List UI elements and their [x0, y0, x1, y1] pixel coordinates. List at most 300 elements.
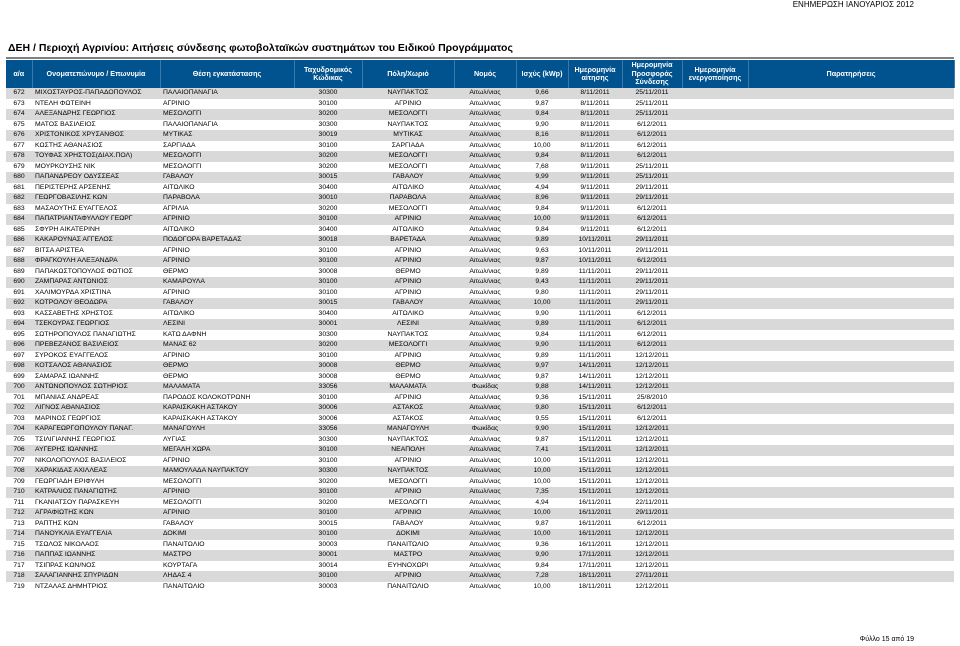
cell-remarks: [748, 330, 954, 341]
cell-name: ΠΑΠΑΝΔΡΕΟΥ ΟΔΥΣΣΕΑΣ: [32, 172, 160, 183]
cell-activation-date: [682, 519, 748, 530]
document-title: ΔΕΗ / Περιοχή Αγρινίου: Αιτήσεις σύνδεσης φωτοβολταϊκών συστημάτων του Ειδικού Προγράμματος: [8, 42, 513, 54]
cell-request-date: 15/11/2011: [568, 435, 622, 446]
cell-offer-date: 29/11/2011: [622, 235, 682, 246]
cell-power: 9,36: [516, 540, 568, 551]
cell-activation-date: [682, 435, 748, 446]
cell-offer-date: 29/11/2011: [622, 267, 682, 278]
cell-prefecture: Αιτωλ/νιας: [454, 361, 516, 372]
cell-name: ΠΕΡΙΣΤΕΡΗΣ ΑΡΣΕΝΗΣ: [32, 183, 160, 194]
cell-name: ΤΟΥΦΑΣ ΧΡΗΣΤΟΣ(ΔΙΑΧ.ΠΟΛ): [32, 151, 160, 162]
cell-prefecture: Αιτωλ/νιας: [454, 277, 516, 288]
cell-position: ΚΑΜΑΡΟΥΛΑ: [160, 277, 294, 288]
cell-request-date: 9/11/2011: [568, 172, 622, 183]
cell-name: ΧΑΡΑΚΙΔΑΣ ΑΧΙΛΛΕΑΣ: [32, 466, 160, 477]
cell-offer-date: 29/11/2011: [622, 288, 682, 299]
cell-position: ΜΑΜΟΥΛΑΔΑ ΝΑΥΠΑΚΤΟΥ: [160, 466, 294, 477]
cell-request-date: 9/11/2011: [568, 193, 622, 204]
cell-offer-date: 6/12/2011: [622, 204, 682, 215]
cell-position: ΑΓΡΙΛΙΑ: [160, 204, 294, 215]
cell-remarks: [748, 477, 954, 488]
cell-prefecture: Αιτωλ/νιας: [454, 172, 516, 183]
cell-prefecture: Αιτωλ/νιας: [454, 109, 516, 120]
cell-power: 9,87: [516, 435, 568, 446]
cell-position: ΑΓΡΙΝΙΟ: [160, 256, 294, 267]
cell-prefecture: Αιτωλ/νιας: [454, 99, 516, 110]
cell-name: ΠΑΝΟΥΚΛΙΑ ΕΥΑΓΓΕΛΙΑ: [32, 529, 160, 540]
cell-request-date: 8/11/2011: [568, 99, 622, 110]
cell-position: ΜΑΛΑΜΑΤΑ: [160, 382, 294, 393]
cell-position: ΓΑΒΑΛΟΥ: [160, 519, 294, 530]
cell-aa: 717: [6, 561, 32, 572]
cell-remarks: [748, 456, 954, 467]
cell-zip: 30100: [294, 456, 362, 467]
cell-position: ΑΓΡΙΝΙΟ: [160, 508, 294, 519]
table-row: [6, 466, 954, 477]
cell-position: ΠΑΛΑΙΟΠΑΝΑΓΙΑ: [160, 88, 294, 99]
cell-activation-date: [682, 214, 748, 225]
table-row: [6, 298, 954, 309]
cell-aa: 699: [6, 372, 32, 383]
cell-position: ΜΕΣΟΛΟΓΓΙ: [160, 498, 294, 509]
cell-position: ΠΑΡΟΔΟΣ ΚΟΛΟΚΟΤΡΩΝΗ: [160, 393, 294, 404]
cell-prefecture: Αιτωλ/νιας: [454, 561, 516, 572]
cell-position: ΜΕΣΟΛΟΓΓΙ: [160, 109, 294, 120]
cell-zip: 30100: [294, 141, 362, 152]
cell-aa: 688: [6, 256, 32, 267]
cell-power: 7,28: [516, 571, 568, 582]
cell-remarks: [748, 382, 954, 393]
table-row: [6, 393, 954, 404]
cell-remarks: [748, 130, 954, 141]
cell-offer-date: 12/12/2011: [622, 351, 682, 362]
cell-city: ΓΑΒΑΛΟΥ: [362, 172, 454, 183]
table-row: [6, 351, 954, 362]
cell-prefecture: Αιτωλ/νιας: [454, 204, 516, 215]
cell-aa: 718: [6, 571, 32, 582]
table-row: [6, 382, 954, 393]
cell-position: ΜΕΣΟΛΟΓΓΙ: [160, 477, 294, 488]
table-row: [6, 330, 954, 341]
cell-request-date: 14/11/2011: [568, 382, 622, 393]
cell-remarks: [748, 361, 954, 372]
cell-request-date: 11/11/2011: [568, 298, 622, 309]
cell-aa: 674: [6, 109, 32, 120]
cell-city: ΠΑΝΑΙΤΩΛΙΟ: [362, 540, 454, 551]
cell-name: ΜΙΧΟΣΤΑΥΡΟΣ-ΠΑΠΑΔΟΠΟΥΛΟΣ: [32, 88, 160, 99]
cell-request-date: 15/11/2011: [568, 403, 622, 414]
cell-name: ΝΤΕΛΗ ΦΩΤΕΙΝΗ: [32, 99, 160, 110]
cell-request-date: 9/11/2011: [568, 162, 622, 173]
cell-prefecture: Αιτωλ/νιας: [454, 256, 516, 267]
cell-activation-date: [682, 319, 748, 330]
cell-power: 9,90: [516, 309, 568, 320]
cell-zip: 30100: [294, 393, 362, 404]
applications-table: [6, 60, 955, 592]
cell-zip: 30100: [294, 214, 362, 225]
cell-offer-date: 12/12/2011: [622, 529, 682, 540]
cell-remarks: [748, 372, 954, 383]
cell-prefecture: Αιτωλ/νιας: [454, 298, 516, 309]
cell-request-date: 15/11/2011: [568, 393, 622, 404]
cell-city: ΜΕΣΟΛΟΓΓΙ: [362, 162, 454, 173]
cell-position: ΜΥΤΙΚΑΣ: [160, 130, 294, 141]
cell-request-date: 15/11/2011: [568, 445, 622, 456]
cell-city: ΜΕΣΟΛΟΓΓΙ: [362, 109, 454, 120]
table-row: [6, 340, 954, 351]
cell-activation-date: [682, 582, 748, 593]
cell-remarks: [748, 309, 954, 320]
cell-prefecture: Αιτωλ/νιας: [454, 183, 516, 194]
cell-zip: 30008: [294, 267, 362, 278]
table-row: [6, 109, 954, 120]
cell-offer-date: 12/12/2011: [622, 487, 682, 498]
cell-prefecture: Αιτωλ/νιας: [454, 403, 516, 414]
table-row: [6, 445, 954, 456]
cell-offer-date: 6/12/2011: [622, 214, 682, 225]
cell-power: 4,94: [516, 183, 568, 194]
cell-aa: 673: [6, 99, 32, 110]
cell-offer-date: 12/12/2011: [622, 361, 682, 372]
cell-zip: 30100: [294, 288, 362, 299]
cell-zip: 30100: [294, 487, 362, 498]
cell-remarks: [748, 508, 954, 519]
cell-aa: 715: [6, 540, 32, 551]
cell-remarks: [748, 466, 954, 477]
cell-prefecture: Αιτωλ/νιας: [454, 445, 516, 456]
cell-remarks: [748, 288, 954, 299]
cell-request-date: 8/11/2011: [568, 151, 622, 162]
cell-position: ΑΙΤΩΛΙΚΟ: [160, 309, 294, 320]
table-row: [6, 498, 954, 509]
cell-activation-date: [682, 193, 748, 204]
cell-aa: 685: [6, 225, 32, 236]
cell-remarks: [748, 277, 954, 288]
cell-zip: 30019: [294, 130, 362, 141]
cell-name: ΤΣΩΛΟΣ ΝΙΚΟΛΑΟΣ: [32, 540, 160, 551]
cell-aa: 704: [6, 424, 32, 435]
cell-activation-date: [682, 225, 748, 236]
cell-name: ΤΣΙΠΡΑΣ ΚΩΝ/ΝΟΣ: [32, 561, 160, 572]
table-row: [6, 88, 954, 99]
cell-request-date: 15/11/2011: [568, 424, 622, 435]
cell-power: 9,63: [516, 246, 568, 257]
cell-request-date: 11/11/2011: [568, 267, 622, 278]
cell-city: ΑΣΤΑΚΟΣ: [362, 414, 454, 425]
cell-city: ΑΓΡΙΝΙΟ: [362, 99, 454, 110]
cell-prefecture: Αιτωλ/νιας: [454, 571, 516, 582]
cell-zip: 30200: [294, 498, 362, 509]
cell-offer-date: 6/12/2011: [622, 309, 682, 320]
cell-city: ΜΕΣΟΛΟΓΓΙ: [362, 340, 454, 351]
cell-remarks: [748, 120, 954, 131]
cell-name: ΣΩΤΗΡΟΠΟΥΛΟΣ ΠΑΝΑΓΙΩΤΗΣ: [32, 330, 160, 341]
cell-prefecture: Φωκίδας: [454, 424, 516, 435]
cell-aa: 689: [6, 267, 32, 278]
cell-offer-date: 12/12/2011: [622, 477, 682, 488]
cell-city: ΑΓΡΙΝΙΟ: [362, 214, 454, 225]
cell-offer-date: 12/12/2011: [622, 582, 682, 593]
table-row: [6, 120, 954, 131]
table-row: [6, 277, 954, 288]
cell-position: ΑΙΤΩΛΙΚΟ: [160, 183, 294, 194]
cell-offer-date: 22/11/2011: [622, 498, 682, 509]
cell-aa: 712: [6, 508, 32, 519]
cell-prefecture: Αιτωλ/νιας: [454, 309, 516, 320]
cell-name: ΓΚΑΝΙΑΤΣΟΥ ΠΑΡΑΣΚΕΥΗ: [32, 498, 160, 509]
cell-name: ΚΩΣΤΗΣ ΑΘΑΝΑΣΙΟΣ: [32, 141, 160, 152]
cell-city: ΑΓΡΙΝΙΟ: [362, 508, 454, 519]
cell-activation-date: [682, 361, 748, 372]
cell-remarks: [748, 487, 954, 498]
cell-activation-date: [682, 529, 748, 540]
cell-remarks: [748, 99, 954, 110]
cell-name: ΣΥΡΟΚΟΣ ΕΥΑΓΓΕΛΟΣ: [32, 351, 160, 362]
cell-prefecture: Αιτωλ/νιας: [454, 529, 516, 540]
table-header-row: [6, 60, 954, 88]
cell-remarks: [748, 109, 954, 120]
col-header-remarks: Παρατηρήσεις: [748, 60, 954, 88]
cell-offer-date: 6/12/2011: [622, 519, 682, 530]
cell-aa: 711: [6, 498, 32, 509]
cell-offer-date: 6/12/2011: [622, 319, 682, 330]
cell-position: ΜΑΣΤΡΟ: [160, 550, 294, 561]
cell-power: 9,89: [516, 267, 568, 278]
cell-prefecture: Αιτωλ/νιας: [454, 267, 516, 278]
cell-prefecture: Αιτωλ/νιας: [454, 162, 516, 173]
cell-zip: 30200: [294, 477, 362, 488]
table-row: [6, 288, 954, 299]
table-row: [6, 414, 954, 425]
cell-city: ΓΑΒΑΛΟΥ: [362, 519, 454, 530]
cell-position: ΠΟΔΟΓΟΡΑ ΒΑΡΕΤΑΔΑΣ: [160, 235, 294, 246]
cell-city: ΘΕΡΜΟ: [362, 372, 454, 383]
cell-zip: 30300: [294, 330, 362, 341]
cell-city: ΑΓΡΙΝΙΟ: [362, 277, 454, 288]
cell-zip: 30100: [294, 508, 362, 519]
cell-prefecture: Αιτωλ/νιας: [454, 225, 516, 236]
cell-city: ΜΕΣΟΛΟΓΓΙ: [362, 204, 454, 215]
cell-prefecture: Αιτωλ/νιας: [454, 193, 516, 204]
cell-activation-date: [682, 487, 748, 498]
table-row: [6, 529, 954, 540]
table-row: [6, 183, 954, 194]
cell-remarks: [748, 424, 954, 435]
table-row: [6, 550, 954, 561]
cell-city: ΘΕΡΜΟ: [362, 361, 454, 372]
cell-power: 7,35: [516, 487, 568, 498]
cell-zip: 30300: [294, 120, 362, 131]
cell-city: ΑΣΤΑΚΟΣ: [362, 403, 454, 414]
cell-position: ΚΑΤΩ ΔΑΦΝΗ: [160, 330, 294, 341]
cell-city: ΑΓΡΙΝΙΟ: [362, 571, 454, 582]
cell-activation-date: [682, 120, 748, 131]
cell-aa: 706: [6, 445, 32, 456]
cell-power: 9,84: [516, 561, 568, 572]
cell-offer-date: 6/12/2011: [622, 403, 682, 414]
cell-city: ΝΑΥΠΑΚΤΟΣ: [362, 120, 454, 131]
cell-city: ΕΥΗΝΟΧΩΡΙ: [362, 561, 454, 572]
table-row: [6, 225, 954, 236]
cell-offer-date: 12/12/2011: [622, 561, 682, 572]
cell-request-date: 14/11/2011: [568, 361, 622, 372]
cell-offer-date: 25/11/2011: [622, 99, 682, 110]
cell-request-date: 8/11/2011: [568, 88, 622, 99]
cell-aa: 678: [6, 151, 32, 162]
cell-zip: 30300: [294, 466, 362, 477]
cell-name: ΠΡΕΒΕΖΑΝΟΣ ΒΑΣΙΛΕΙΟΣ: [32, 340, 160, 351]
cell-remarks: [748, 529, 954, 540]
cell-offer-date: 25/11/2011: [622, 162, 682, 173]
cell-offer-date: 12/12/2011: [622, 372, 682, 383]
cell-offer-date: 29/11/2011: [622, 508, 682, 519]
cell-power: 8,96: [516, 193, 568, 204]
cell-power: 7,68: [516, 162, 568, 173]
cell-offer-date: 29/11/2011: [622, 298, 682, 309]
cell-name: ΣΦΥΡΗ ΑΙΚΑΤΕΡΙΝΗ: [32, 225, 160, 236]
cell-activation-date: [682, 267, 748, 278]
cell-name: ΚΑΣΣΑΒΕΤΗΣ ΧΡΗΣΤΟΣ: [32, 309, 160, 320]
cell-city: ΑΓΡΙΝΙΟ: [362, 288, 454, 299]
cell-request-date: 8/11/2011: [568, 120, 622, 131]
cell-name: ΜΑΣΑΟΥΤΗΣ ΕΥΑΓΓΕΛΟΣ: [32, 204, 160, 215]
cell-zip: 30300: [294, 435, 362, 446]
cell-aa: 672: [6, 88, 32, 99]
cell-activation-date: [682, 508, 748, 519]
cell-position: ΜΕΓΑΛΗ ΧΩΡΑ: [160, 445, 294, 456]
cell-name: ΑΓΡΑΦΙΩΤΗΣ ΚΩΝ: [32, 508, 160, 519]
cell-power: 4,94: [516, 498, 568, 509]
cell-city: ΑΓΡΙΝΙΟ: [362, 487, 454, 498]
cell-offer-date: 25/11/2011: [622, 109, 682, 120]
cell-position: ΠΑΝΑΙΤΩΛΙΟ: [160, 540, 294, 551]
cell-aa: 684: [6, 214, 32, 225]
cell-zip: 30008: [294, 372, 362, 383]
cell-aa: 676: [6, 130, 32, 141]
cell-aa: 683: [6, 204, 32, 215]
cell-remarks: [748, 340, 954, 351]
cell-zip: 30200: [294, 204, 362, 215]
col-header-power: Ισχύς (kWp): [516, 60, 568, 88]
cell-request-date: 16/11/2011: [568, 519, 622, 530]
cell-name: ΠΑΠΑΚΩΣΤΟΠΟΥΛΟΣ ΦΩΤΙΟΣ: [32, 267, 160, 278]
cell-remarks: [748, 214, 954, 225]
table-row: [6, 435, 954, 446]
cell-power: 9,89: [516, 319, 568, 330]
col-header-aa: α/α: [6, 60, 32, 88]
cell-aa: 703: [6, 414, 32, 425]
cell-activation-date: [682, 550, 748, 561]
cell-zip: 33056: [294, 424, 362, 435]
cell-zip: 30014: [294, 561, 362, 572]
col-header-request-date: Ημερομηνία αίτησης: [568, 60, 622, 88]
cell-remarks: [748, 183, 954, 194]
cell-zip: 30018: [294, 235, 362, 246]
table-row: [6, 571, 954, 582]
cell-power: 10,00: [516, 141, 568, 152]
table-row: [6, 151, 954, 162]
cell-request-date: 10/11/2011: [568, 235, 622, 246]
cell-prefecture: Αιτωλ/νιας: [454, 550, 516, 561]
cell-power: 10,00: [516, 214, 568, 225]
cell-offer-date: 12/12/2011: [622, 424, 682, 435]
table-row: [6, 456, 954, 467]
cell-prefecture: Αιτωλ/νιας: [454, 582, 516, 593]
cell-power: 8,16: [516, 130, 568, 141]
cell-aa: 714: [6, 529, 32, 540]
cell-prefecture: Αιτωλ/νιας: [454, 235, 516, 246]
cell-prefecture: Αιτωλ/νιας: [454, 319, 516, 330]
cell-prefecture: Αιτωλ/νιας: [454, 540, 516, 551]
cell-power: 9,87: [516, 519, 568, 530]
cell-prefecture: Αιτωλ/νιας: [454, 351, 516, 362]
cell-request-date: 15/11/2011: [568, 414, 622, 425]
table-row: [6, 561, 954, 572]
cell-name: ΜΠΑΝΙΑΣ ΑΝΔΡΕΑΣ: [32, 393, 160, 404]
cell-aa: 690: [6, 277, 32, 288]
cell-power: 9,84: [516, 109, 568, 120]
cell-zip: 30003: [294, 582, 362, 593]
cell-activation-date: [682, 246, 748, 257]
cell-activation-date: [682, 561, 748, 572]
cell-zip: 30400: [294, 183, 362, 194]
cell-name: ΝΙΚΟΛΟΠΟΥΛΟΣ ΒΑΣΙΛΕΙΟΣ: [32, 456, 160, 467]
table-row: [6, 99, 954, 110]
cell-prefecture: Αιτωλ/νιας: [454, 214, 516, 225]
table-row: [6, 403, 954, 414]
cell-position: ΓΑΒΑΛΟΥ: [160, 172, 294, 183]
cell-request-date: 9/11/2011: [568, 204, 622, 215]
cell-prefecture: Φωκίδας: [454, 382, 516, 393]
cell-city: ΝΑΥΠΑΚΤΟΣ: [362, 88, 454, 99]
cell-offer-date: 12/12/2011: [622, 456, 682, 467]
cell-remarks: [748, 267, 954, 278]
cell-power: 10,00: [516, 466, 568, 477]
cell-name: ΣΑΜΑΡΑΣ ΙΩΑΝΝΗΣ: [32, 372, 160, 383]
cell-position: ΛΥΓΙΑΣ: [160, 435, 294, 446]
cell-zip: 30200: [294, 109, 362, 120]
cell-offer-date: 12/12/2011: [622, 382, 682, 393]
cell-offer-date: 27/11/2011: [622, 571, 682, 582]
cell-power: 9,66: [516, 88, 568, 99]
table-row: [6, 582, 954, 593]
cell-aa: 681: [6, 183, 32, 194]
cell-aa: 719: [6, 582, 32, 593]
cell-request-date: 11/11/2011: [568, 288, 622, 299]
table-row: [6, 172, 954, 183]
cell-name: ΠΑΠΠΑΣ ΙΩΑΝΝΗΣ: [32, 550, 160, 561]
table-row: [6, 246, 954, 257]
cell-remarks: [748, 88, 954, 99]
cell-name: ΓΕΩΡΓΙΑΔΗ ΕΡΙΦΥΛΗ: [32, 477, 160, 488]
cell-zip: 30200: [294, 340, 362, 351]
cell-activation-date: [682, 277, 748, 288]
cell-activation-date: [682, 298, 748, 309]
cell-name: ΜΑΤΟΣ ΒΑΣΙΛΕΙΟΣ: [32, 120, 160, 131]
cell-city: ΜΑΝΑΓΟΥΛΗ: [362, 424, 454, 435]
cell-name: ΚΑΤΡΑΛΙΟΣ ΠΑΝΑΓΙΩΤΗΣ: [32, 487, 160, 498]
cell-position: ΠΑΡΑΒΟΛΑ: [160, 193, 294, 204]
cell-aa: 701: [6, 393, 32, 404]
cell-power: 9,84: [516, 225, 568, 236]
cell-remarks: [748, 225, 954, 236]
cell-position: ΚΑΡΑΙΣΚΑΚΗ ΑΣΤΑΚΟΥ: [160, 414, 294, 425]
cell-city: ΜΑΣΤΡΟ: [362, 550, 454, 561]
cell-activation-date: [682, 393, 748, 404]
cell-prefecture: Αιτωλ/νιας: [454, 340, 516, 351]
cell-zip: 30100: [294, 256, 362, 267]
cell-remarks: [748, 445, 954, 456]
